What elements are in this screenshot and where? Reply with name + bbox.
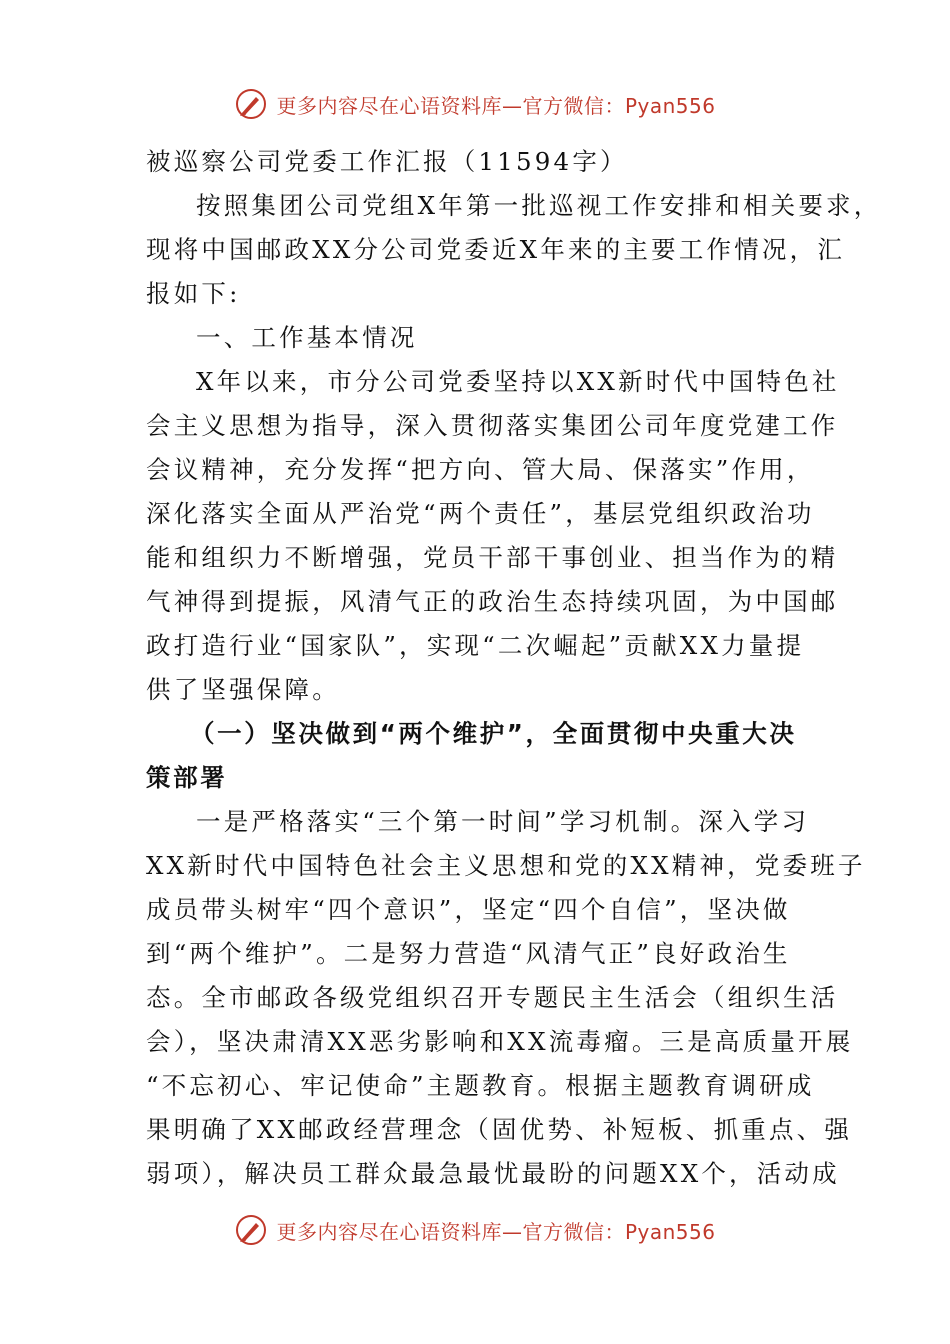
- pen-logo-icon: [234, 1213, 268, 1247]
- section-heading-line: （一）坚决做到“两个维护”，全面贯彻中央重大决: [190, 719, 797, 748]
- text-line: 按照集团公司党组X年第一批巡视工作安排和相关要求，: [196, 191, 882, 220]
- header-banner: [0, 84, 950, 124]
- text-line: 政打造行业“国家队”，实现“二次崛起”贡献XX力量提: [146, 631, 805, 660]
- text-line: XX新时代中国特色社会主义思想和党的XX精神，党委班子: [146, 851, 866, 880]
- text-line: 会议精神，充分发挥“把方向、管大局、保落实”作用，: [146, 455, 815, 484]
- text-line: 报如下:: [146, 279, 241, 308]
- text-line: 到“两个维护”。二是努力营造“风清气正”良好政治生: [146, 939, 791, 968]
- text-line: 会主义思想为指导，深入贯彻落实集团公司年度党建工作: [146, 411, 839, 440]
- text-line: 气神得到提振，风清气正的政治生态持续巩固，为中国邮: [146, 587, 839, 616]
- text-line: 态。全市邮政各级党组织召开专题民主生活会（组织生活: [146, 983, 839, 1012]
- text-line: 一、工作基本情况: [196, 323, 418, 352]
- text-line: 被巡察公司党委工作汇报（11594字）: [146, 147, 628, 176]
- text-line: 能和组织力不断增强，党员干部干事创业、担当作为的精: [146, 543, 839, 572]
- text-line: 一是严格落实“三个第一时间”学习机制。深入学习: [196, 807, 810, 836]
- text-line: 深化落实全面从严治党“两个责任”，基层党组织政治功: [146, 499, 815, 528]
- text-line: 会），坚决肃清XX恶劣影响和XX流毒瘤。三是高质量开展: [146, 1027, 854, 1056]
- text-line: 成员带头树牢“四个意识”，坚定“四个自信”，坚决做: [146, 895, 791, 924]
- footer-banner-text: 更多内容尽在心语资料库—官方微信：Pyan556: [276, 1219, 716, 1244]
- pen-logo-icon: [234, 87, 268, 121]
- text-line: 果明确了XX邮政经营理念（固优势、补短板、抓重点、强: [146, 1115, 853, 1144]
- text-line: 现将中国邮政XX分公司党委近X年来的主要工作情况，汇: [146, 235, 846, 264]
- text-line: 弱项），解决员工群众最急最忧最盼的问题XX个，活动成: [146, 1159, 840, 1188]
- text-line: X年以来，市分公司党委坚持以XX新时代中国特色社: [196, 367, 840, 396]
- header-banner-text: 更多内容尽在心语资料库—官方微信：Pyan556: [276, 93, 716, 118]
- section-heading-line: 策部署: [146, 763, 228, 792]
- text-line: “不忘初心、牢记使命”主题教育。根据主题教育调研成: [146, 1071, 815, 1100]
- document-body: [146, 140, 882, 1196]
- text-line: 供了坚强保障。: [146, 675, 340, 704]
- footer-banner: [0, 1210, 950, 1250]
